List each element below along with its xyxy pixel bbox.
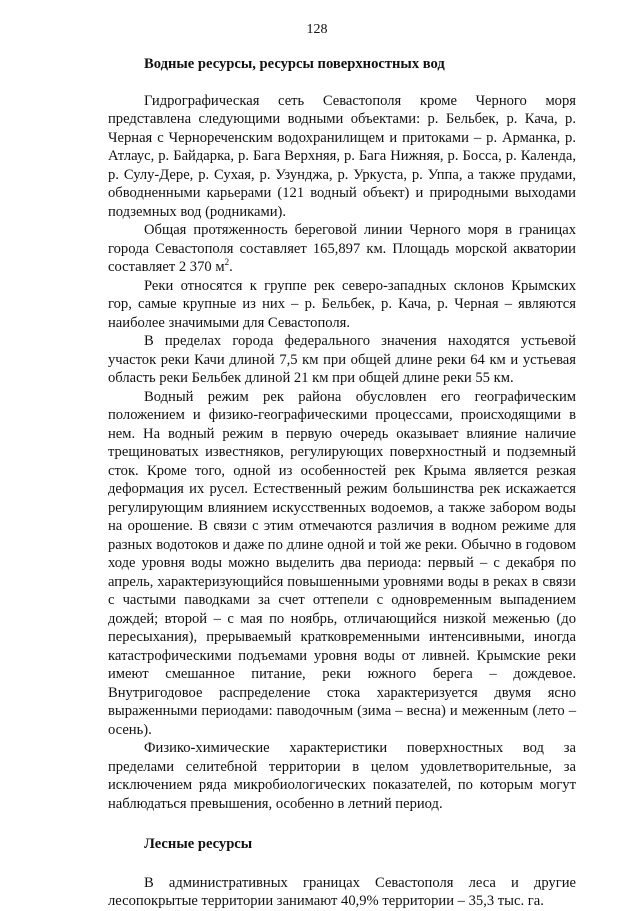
superscript-squared: 2 [224,257,230,268]
paragraph-coastline-text: Общая протяженность береговой линии Черного моря в границах города Севастополя составляет 165,897 км. Площадь морской акватории составляет 2 370 м [108,222,576,275]
paragraph-hydrographic-network: Гидрографическая сеть Севастополя кроме Черного моря представлена следующими водными объектами: р. Бельбек, р. Кача, р. Черная с Чернореченским водохранилищем и притоками – р. Арманка, р. Атлаус, р. Байдарка, р. Бага Верхняя, р. Бага Нижняя, р. Босса, р. Календа, р. Сулу-Дере, р. Сухая, р. Узунджа, р. Уркуста, р. Уппа, а также прудами, обводненными карьерами (121 водный объект) и природными выходами подземных вод (родниками). [108,92,576,220]
page-number: 128 [306,22,328,37]
section-heading-forest-resources: Лесные ресурсы [144,836,253,852]
paragraph-river-mouths: В пределах города федерального значения находятся устьевой участок реки Качи длиной 7,5 км при общей длине реки 64 км и устьевая область реки Бельбек длиной 21 км при общей длине реки 55 км. [108,333,576,386]
page-content [108,55,576,911]
section-heading-water-resources: Водные ресурсы, ресурсы поверхностных вод [144,56,445,72]
paragraph-rivers-group: Реки относятся к группе рек северо-западных склонов Крымских гор, самые крупные из них – р. Бельбек, р. Кача, р. Черная – являются наиболее значимыми для Севастополя. [108,277,576,331]
paragraph-physico-chemical: Физико-химические характеристики поверхностных вод за пределами селитебной территории в целом удовлетворительные, за исключением ряда микробиологических показателей, по которым могут наблюдаться превышения, особенно в летний период. [108,740,576,812]
paragraph-water-regime: Водный режим рек района обусловлен его географическим положением и физико-географическими процессами, происходящими в нем. На водный режим в первую очередь оказывает влияние наличие трещиноватых известняков, регулирующих поверхностный и подземный сток. Кроме того, одной из особенностей рек Крыма является резкая деформация их русел. Естественный режим большинства рек искажается регулирующим влиянием искусственных водоемов, а также забором воды на орошение. В связи с этим отмечаются различия в водном режиме для разных водотоков и даже по длине одной и той же реки. Обычно в годовом ходе уровня воды можно выделить два периода: первый – с декабря по апрель, характеризующийся повышенными уровнями воды в реках в связи с частыми паводками за счет оттепели с одновременным выпадением дождей; второй – с мая по ноябрь, отличающийся низкой меженью (до пересыхания), прерываемый кратковременными интенсивными, иногда катастрофическими подъемами уровня воды от ливней. Крымские реки имеют смешанное питание, реки южного берега – дождевое. Внутригодовое распределение стока характеризуется двумя ясно выраженными периодами: паводочным (зима – весна) и меженным (лето – осень). [108,388,576,738]
paragraph-coastline-length [108,221,576,277]
superscript-tail: . [229,259,233,275]
paragraph-forest-coverage: В административных границах Севастополя леса и другие лесопокрытые территории занимают 40,9% территории – 35,3 тыс. га. [108,874,576,909]
